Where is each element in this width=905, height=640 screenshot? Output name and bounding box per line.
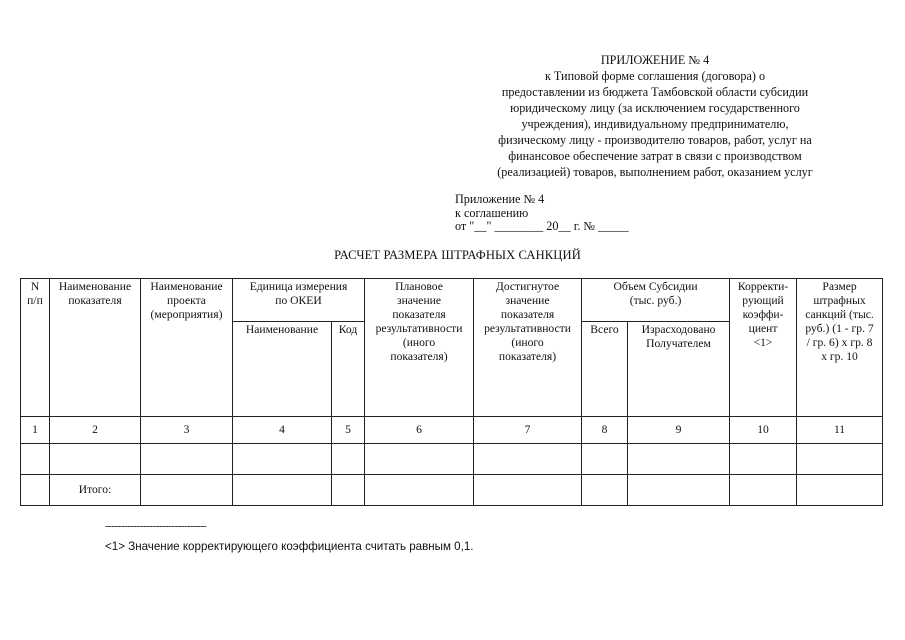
table-cell[interactable] [21, 444, 50, 475]
column-number: 10 [730, 417, 797, 444]
column-number: 9 [628, 417, 730, 444]
table-cell[interactable] [141, 444, 233, 475]
appendix-header [460, 52, 850, 180]
appendix-title: ПРИЛОЖЕНИЕ № 4 [600, 53, 710, 67]
header-achieved-value: Достигнутое значение показателя результативности (иного показателя) [474, 279, 582, 417]
column-number: 1 [21, 417, 50, 444]
header-number: N п/п [21, 279, 50, 417]
header-project-name: Наименование проекта (мероприятия) [141, 279, 233, 417]
table-cell[interactable] [797, 475, 883, 506]
column-number: 6 [365, 417, 474, 444]
header-planned-value: Плановое значение показателя результативности (иного показателя) [365, 279, 474, 417]
agreement-reference [455, 193, 629, 234]
appendix-line: финансовое обеспечение затрат в связи с производством [508, 149, 802, 163]
header-subsidy-spent: Израсходовано Получателем [628, 322, 730, 417]
table-cell[interactable] [730, 475, 797, 506]
appendix-line: физическому лицу - производителю товаров, работ, услуг на [498, 133, 812, 147]
header-subsidy-volume: Объем Субсидии (тыс. руб.) [582, 279, 730, 322]
column-number: 11 [797, 417, 883, 444]
table-cell[interactable] [233, 475, 332, 506]
table-row [21, 444, 883, 475]
table-cell[interactable] [628, 475, 730, 506]
document-title: РАСЧЕТ РАЗМЕРА ШТРАФНЫХ САНКЦИЙ [334, 248, 581, 262]
table-cell[interactable] [141, 475, 233, 506]
agreement-appendix-label: Приложение № 4 [455, 192, 545, 206]
table-cell[interactable] [332, 475, 365, 506]
table-cell[interactable] [474, 444, 582, 475]
table-cell[interactable] [365, 444, 474, 475]
column-number: 4 [233, 417, 332, 444]
header-unit-name: Наименование [233, 322, 332, 417]
appendix-line: юридическому лицу (за исключением государственного [510, 101, 800, 115]
table-cell [21, 475, 50, 506]
footnote-text: <1> Значение корректирующего коэффициента считать равным 0,1. [105, 540, 474, 553]
table-cell[interactable] [233, 444, 332, 475]
table-cell[interactable] [474, 475, 582, 506]
header-penalty-amount: Размер штрафных санкций (тыс. руб.) (1 - гр. 7 / гр. 6) x гр. 8 x гр. 10 [797, 279, 883, 417]
column-number: 7 [474, 417, 582, 444]
appendix-line: учреждения), индивидуальному предпринимателю, [521, 117, 789, 131]
table-cell[interactable] [582, 444, 628, 475]
table-cell[interactable] [365, 475, 474, 506]
header-indicator-name: Наименование показателя [50, 279, 141, 417]
total-label: Итого: [50, 475, 141, 506]
table-cell[interactable] [628, 444, 730, 475]
column-number: 3 [141, 417, 233, 444]
appendix-line: к Типовой форме соглашения (договора) о [544, 69, 766, 83]
table-cell[interactable] [797, 444, 883, 475]
appendix-line: (реализацией) товаров, выполнением работ, оказанием услуг [497, 165, 813, 179]
table-cell[interactable] [332, 444, 365, 475]
table-cell[interactable] [50, 444, 141, 475]
total-row [21, 475, 883, 506]
agreement-date-number: от "__" ________ 20__ г. № _____ [455, 219, 629, 233]
column-number: 8 [582, 417, 628, 444]
header-unit-code: Код [332, 322, 365, 417]
column-number: 2 [50, 417, 141, 444]
appendix-line: предоставлении из бюджета Тамбовской области субсидии [501, 85, 809, 99]
header-subsidy-total: Всего [582, 322, 628, 417]
footnote-separator: -------------------------------- [105, 520, 207, 532]
column-number-row [21, 417, 883, 444]
table-cell[interactable] [582, 475, 628, 506]
penalty-calculation-table [20, 278, 883, 506]
header-row [21, 279, 883, 322]
column-number: 5 [332, 417, 365, 444]
table-cell[interactable] [730, 444, 797, 475]
header-unit: Единица измерения по ОКЕИ [233, 279, 365, 322]
header-correction-coefficient: Корректи- рующий коэффи- циент <1> [730, 279, 797, 417]
agreement-label: к соглашению [455, 205, 529, 220]
